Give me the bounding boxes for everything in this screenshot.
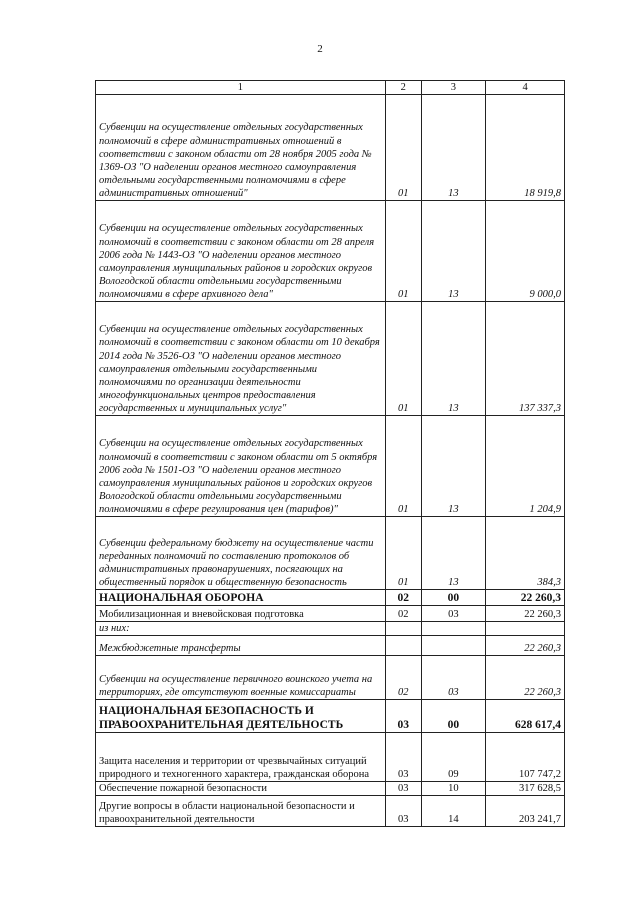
row-section-code: 02: [385, 606, 421, 622]
row-amount: 203 241,7: [486, 796, 565, 827]
table-header-row: [96, 81, 565, 95]
table-row: [96, 733, 565, 782]
row-subsection-code: [421, 636, 486, 656]
row-description: Субвенции на осуществление первичного воинского учета на территориях, где отсутствуют военные комиссариаты: [96, 656, 386, 700]
row-description: Другие вопросы в области национальной безопасности и правоохранительной деятельности: [96, 796, 386, 827]
row-subsection-code: 09: [421, 733, 486, 782]
row-subsection-code: 13: [421, 201, 486, 302]
row-amount: 1 204,9: [486, 416, 565, 517]
table-row: [96, 416, 565, 517]
table-row: [96, 636, 565, 656]
header-col-4: 4: [486, 81, 565, 95]
row-description: НАЦИОНАЛЬНАЯ ОБОРОНА: [96, 590, 386, 606]
row-subsection-code: 13: [421, 95, 486, 201]
row-description: Обеспечение пожарной безопасности: [96, 782, 386, 796]
row-description: Субвенции федеральному бюджету на осуществление части переданных полномочий по составлению протоколов об административных правонарушениях, посягающих на общественный порядок и общественную безопасность: [96, 517, 386, 590]
row-subsection-code: 00: [421, 700, 486, 733]
row-section-code: 03: [385, 700, 421, 733]
row-description: Защита населения и территории от чрезвычайных ситуаций природного и техногенного характера, гражданская оборона: [96, 733, 386, 782]
row-subsection-code: 13: [421, 302, 486, 416]
row-description: Субвенции на осуществление отдельных государственных полномочий в соответствии с законом области от 28 апреля 2006 года № 1443-ОЗ "О наделении органов местного самоуправления муниципальных районов и городских округов Вологодской области отдельными государственными полномочиями в сфере архивного дела": [96, 201, 386, 302]
row-amount: 18 919,8: [486, 95, 565, 201]
row-section-code: 01: [385, 517, 421, 590]
row-section-code: 01: [385, 95, 421, 201]
row-subsection-code: 13: [421, 517, 486, 590]
row-description: Мобилизационная и вневойсковая подготовка: [96, 606, 386, 622]
row-subsection-code: 10: [421, 782, 486, 796]
row-amount: 137 337,3: [486, 302, 565, 416]
table-row: [96, 95, 565, 201]
row-description: из них:: [96, 622, 386, 636]
row-description: Субвенции на осуществление отдельных государственных полномочий в соответствии с законом области от 10 декабря 2014 года № 3526-ОЗ "О наделении органов местного самоуправления отдельными государственными полномочиями по организации деятельности многофункциональных центров предоставления государственных и муниципальных услуг": [96, 302, 386, 416]
table-row: [96, 656, 565, 700]
row-description: НАЦИОНАЛЬНАЯ БЕЗОПАСНОСТЬ И ПРАВООХРАНИТЕЛЬНАЯ ДЕЯТЕЛЬНОСТЬ: [96, 700, 386, 733]
row-section-code: [385, 636, 421, 656]
row-subsection-code: [421, 622, 486, 636]
table-row: [96, 796, 565, 827]
row-amount: 22 260,3: [486, 636, 565, 656]
row-section-code: 03: [385, 782, 421, 796]
row-description: Межбюджетные трансферты: [96, 636, 386, 656]
row-section-code: 02: [385, 590, 421, 606]
row-subsection-code: 03: [421, 656, 486, 700]
table-row: [96, 700, 565, 733]
row-section-code: 03: [385, 733, 421, 782]
row-description: Субвенции на осуществление отдельных государственных полномочий в сфере административных отношений в соответствии с законом области от 28 ноября 2005 года № 1369-ОЗ "О наделении органов местного самоуправления отдельными государственными полномочиями в сфере административных отношений": [96, 95, 386, 201]
budget-table: [95, 80, 565, 827]
row-subsection-code: 00: [421, 590, 486, 606]
row-amount: 22 260,3: [486, 606, 565, 622]
header-col-1: 1: [96, 81, 386, 95]
table-row: [96, 302, 565, 416]
row-section-code: 01: [385, 302, 421, 416]
table-row: [96, 590, 565, 606]
row-section-code: [385, 622, 421, 636]
row-subsection-code: 13: [421, 416, 486, 517]
row-amount: [486, 622, 565, 636]
row-section-code: 01: [385, 416, 421, 517]
row-section-code: 03: [385, 796, 421, 827]
row-amount: 317 628,5: [486, 782, 565, 796]
row-section-code: 02: [385, 656, 421, 700]
header-col-2: 2: [385, 81, 421, 95]
table-row: [96, 517, 565, 590]
row-subsection-code: 14: [421, 796, 486, 827]
row-amount: 9 000,0: [486, 201, 565, 302]
row-amount: 107 747,2: [486, 733, 565, 782]
page-number: 2: [317, 43, 323, 55]
row-subsection-code: 03: [421, 606, 486, 622]
table-row: [96, 201, 565, 302]
header-col-3: 3: [421, 81, 486, 95]
row-section-code: 01: [385, 201, 421, 302]
table-row: [96, 606, 565, 622]
table-row: [96, 782, 565, 796]
row-amount: 22 260,3: [486, 656, 565, 700]
table-row: [96, 622, 565, 636]
row-amount: 628 617,4: [486, 700, 565, 733]
row-description: Субвенции на осуществление отдельных государственных полномочий в соответствии с законом области от 5 октября 2006 года № 1501-ОЗ "О наделении органов местного самоуправления муниципальных районов и городских округов Вологодской области отдельными государственными полномочиями в сфере регулирования цен (тарифов)": [96, 416, 386, 517]
row-amount: 22 260,3: [486, 590, 565, 606]
row-amount: 384,3: [486, 517, 565, 590]
